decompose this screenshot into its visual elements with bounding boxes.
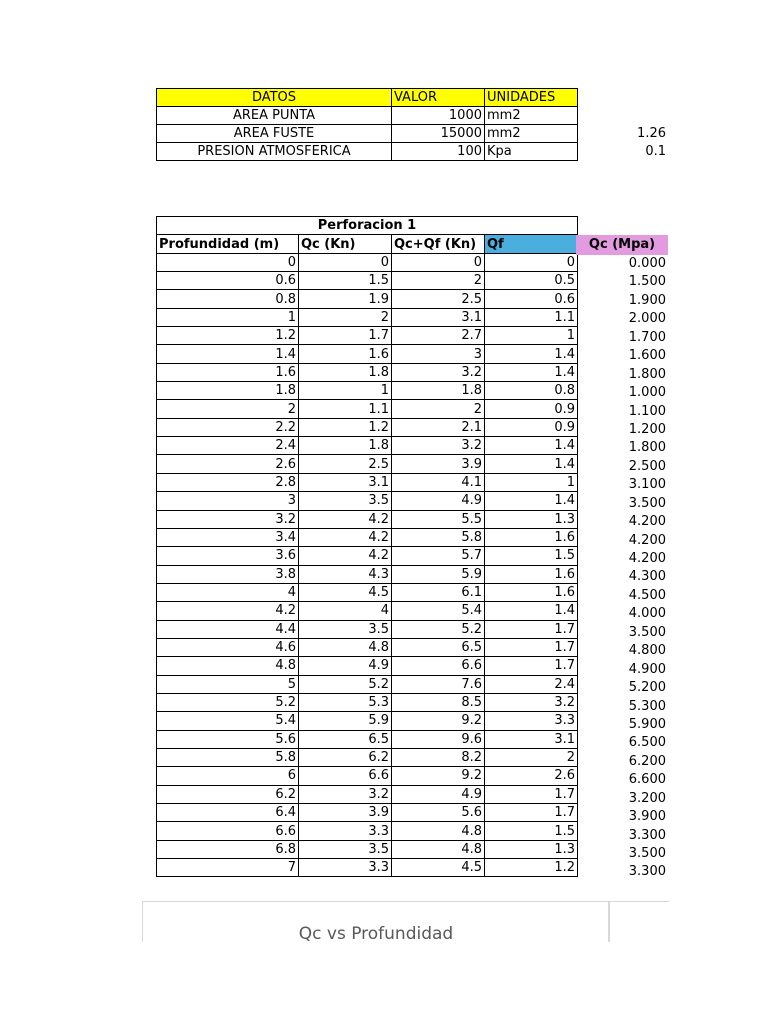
perforacion-row	[157, 675, 578, 693]
side-value-area-fuste[interactable]: 1.26	[637, 126, 666, 141]
perforacion-row	[157, 418, 578, 436]
qc-mpa-cell[interactable]: 3.200	[628, 790, 666, 806]
perforacion-row	[157, 730, 578, 748]
qc-mpa-cell[interactable]: 1.800	[628, 366, 666, 382]
perforacion-row	[157, 290, 578, 308]
qc-mpa-cell[interactable]: 1.100	[628, 403, 666, 419]
qc-mpa-cell[interactable]: 1.800	[628, 440, 666, 456]
profundidad-cell[interactable]: 1	[157, 308, 299, 326]
qc-cell[interactable]: 3.5	[299, 840, 392, 858]
perforacion-row	[157, 620, 578, 638]
qc-cell[interactable]: 5.3	[299, 693, 392, 711]
profundidad-cell[interactable]: 1.8	[157, 382, 299, 400]
qc-cell[interactable]: 1.8	[299, 437, 392, 455]
qc-cell[interactable]: 3.9	[299, 804, 392, 822]
perforacion-row	[157, 272, 578, 290]
qf-cell[interactable]: 1.7	[485, 657, 578, 675]
profundidad-cell[interactable]: 6.4	[157, 804, 299, 822]
profundidad-cell[interactable]: 2.2	[157, 418, 299, 436]
qc-qf-cell[interactable]: 3.2	[392, 363, 485, 381]
profundidad-cell[interactable]: 5.6	[157, 730, 299, 748]
profundidad-cell[interactable]: 0.8	[157, 290, 299, 308]
qc-qf-cell[interactable]: 2.5	[392, 290, 485, 308]
profundidad-cell[interactable]: 6	[157, 767, 299, 785]
profundidad-cell[interactable]: 0.6	[157, 272, 299, 290]
qc-mpa-column	[576, 235, 668, 882]
qc-mpa-cell[interactable]: 4.200	[628, 532, 666, 548]
qf-cell[interactable]: 1.7	[485, 638, 578, 656]
qf-cell[interactable]: 3.2	[485, 693, 578, 711]
side-value-presion[interactable]: 0.1	[645, 144, 666, 159]
qc-qf-cell[interactable]: 6.5	[392, 638, 485, 656]
profundidad-cell[interactable]: 5.2	[157, 693, 299, 711]
qc-cell[interactable]: 1.1	[299, 400, 392, 418]
profundidad-cell[interactable]: 5	[157, 675, 299, 693]
header-valor[interactable]: VALOR	[392, 89, 485, 107]
profundidad-cell[interactable]: 3.2	[157, 510, 299, 528]
datos-row	[157, 143, 578, 161]
qf-cell[interactable]: 1.1	[485, 308, 578, 326]
qc-mpa-cell[interactable]: 3.300	[628, 827, 666, 843]
qc-cell[interactable]: 3.3	[299, 822, 392, 840]
qf-cell[interactable]: 0	[485, 253, 578, 271]
qc-mpa-cell[interactable]: 2.000	[628, 311, 666, 327]
perforacion-row	[157, 822, 578, 840]
profundidad-cell[interactable]: 5.8	[157, 748, 299, 766]
qf-cell[interactable]: 0.9	[485, 400, 578, 418]
qc-cell[interactable]: 1.2	[299, 418, 392, 436]
perforacion-title-row	[157, 217, 578, 235]
perforacion-row	[157, 528, 578, 546]
qc-qf-cell[interactable]: 1.8	[392, 382, 485, 400]
header-unidades[interactable]: UNIDADES	[485, 89, 578, 107]
profundidad-cell[interactable]: 3.4	[157, 528, 299, 546]
datos-value-cell[interactable]: 100	[392, 143, 485, 161]
header-qc-qf[interactable]: Qc+Qf (Kn)	[392, 235, 485, 253]
qc-mpa-cell[interactable]: 5.900	[628, 716, 666, 732]
profundidad-cell[interactable]: 1.2	[157, 327, 299, 345]
qc-cell[interactable]: 4.8	[299, 638, 392, 656]
perforacion-row	[157, 785, 578, 803]
perforacion-row	[157, 638, 578, 656]
qc-qf-cell[interactable]: 4.5	[392, 859, 485, 877]
qc-cell[interactable]: 3.3	[299, 859, 392, 877]
profundidad-cell[interactable]: 2	[157, 400, 299, 418]
qc-mpa-cell[interactable]: 1.000	[628, 385, 666, 401]
datos-unit-cell[interactable]: mm2	[485, 125, 578, 143]
datos-row	[157, 107, 578, 125]
qc-qf-cell[interactable]: 4.8	[392, 822, 485, 840]
qc-qf-cell[interactable]: 4.9	[392, 785, 485, 803]
profundidad-cell[interactable]: 4.4	[157, 620, 299, 638]
perforacion-row	[157, 547, 578, 565]
perforacion-row	[157, 840, 578, 858]
qc-mpa-cell[interactable]: 1.600	[628, 348, 666, 364]
qc-mpa-cell[interactable]: 0.000	[628, 256, 666, 271]
perforacion-row	[157, 602, 578, 620]
header-datos[interactable]: DATOS	[157, 89, 392, 107]
profundidad-cell[interactable]: 2.4	[157, 437, 299, 455]
qf-cell[interactable]: 1.5	[485, 547, 578, 565]
qc-cell[interactable]: 4.9	[299, 657, 392, 675]
qc-mpa-cell[interactable]: 4.200	[628, 551, 666, 566]
perforacion-row	[157, 712, 578, 730]
qf-cell[interactable]: 1.4	[485, 437, 578, 455]
qf-cell[interactable]: 0.5	[485, 272, 578, 290]
qc-cell[interactable]: 3.5	[299, 492, 392, 510]
qf-cell[interactable]: 1.6	[485, 583, 578, 601]
qf-cell[interactable]: 2	[485, 748, 578, 766]
qf-cell[interactable]: 3.3	[485, 712, 578, 730]
profundidad-cell[interactable]: 4.2	[157, 602, 299, 620]
qc-cell[interactable]: 1	[299, 382, 392, 400]
qf-cell[interactable]: 0.9	[485, 418, 578, 436]
perforacion-row	[157, 473, 578, 491]
perforacion-row	[157, 693, 578, 711]
qc-cell[interactable]: 3.2	[299, 785, 392, 803]
perforacion-row	[157, 583, 578, 601]
perforacion-row	[157, 345, 578, 363]
profundidad-cell[interactable]: 6.6	[157, 822, 299, 840]
chart-title: Qc vs Profundidad	[298, 924, 454, 944]
chart-area-adjacent[interactable]	[608, 901, 669, 942]
qc-qf-cell[interactable]: 4.1	[392, 473, 485, 491]
qc-cell[interactable]: 2.5	[299, 455, 392, 473]
qf-cell[interactable]: 1	[485, 327, 578, 345]
qc-cell[interactable]: 4.3	[299, 565, 392, 583]
qc-cell[interactable]: 5.2	[299, 675, 392, 693]
profundidad-cell[interactable]: 2.6	[157, 455, 299, 473]
qf-cell[interactable]: 1.3	[485, 510, 578, 528]
qc-qf-cell[interactable]: 4.9	[392, 492, 485, 510]
qc-mpa-cell[interactable]: 6.500	[628, 735, 666, 751]
qc-qf-cell[interactable]: 9.2	[392, 712, 485, 730]
qc-qf-cell[interactable]: 2	[392, 272, 485, 290]
header-qf[interactable]: Qf	[485, 235, 578, 253]
qc-mpa-cell[interactable]: 3.500	[628, 495, 666, 511]
qf-cell[interactable]: 1.5	[485, 822, 578, 840]
qf-cell[interactable]: 1.7	[485, 804, 578, 822]
qc-qf-cell[interactable]: 5.5	[392, 510, 485, 528]
qf-cell[interactable]: 2.4	[485, 675, 578, 693]
perforacion-table	[156, 216, 578, 877]
qf-cell[interactable]: 1.4	[485, 602, 578, 620]
perforacion-row	[157, 437, 578, 455]
perforacion-row	[157, 859, 578, 877]
qc-mpa-cell[interactable]: 1.200	[628, 421, 666, 437]
datos-row	[157, 125, 578, 143]
qc-cell[interactable]: 1.7	[299, 327, 392, 345]
qc-mpa-cell[interactable]: 6.200	[628, 753, 666, 769]
qf-cell[interactable]: 1.4	[485, 363, 578, 381]
profundidad-cell[interactable]: 6.2	[157, 785, 299, 803]
qc-cell[interactable]: 1.6	[299, 345, 392, 363]
qc-mpa-cell[interactable]: 4.900	[628, 661, 666, 677]
perforacion-title[interactable]: Perforacion 1	[157, 217, 578, 235]
qc-qf-cell[interactable]: 5.6	[392, 804, 485, 822]
qf-cell[interactable]: 0.8	[485, 382, 578, 400]
qc-cell[interactable]: 1.5	[299, 272, 392, 290]
qc-cell[interactable]: 2	[299, 308, 392, 326]
datos-label-cell[interactable]: PRESION ATMOSFERICA	[157, 143, 392, 161]
qf-cell[interactable]: 1.7	[485, 785, 578, 803]
qc-cell[interactable]: 4.2	[299, 528, 392, 546]
perforacion-row	[157, 748, 578, 766]
qc-qf-cell[interactable]: 0	[392, 253, 485, 271]
qc-qf-cell[interactable]: 9.6	[392, 730, 485, 748]
datos-label-cell[interactable]: AREA PUNTA	[157, 107, 392, 125]
profundidad-cell[interactable]: 5.4	[157, 712, 299, 730]
qc-mpa-cell[interactable]: 5.200	[628, 680, 666, 696]
perforacion-row	[157, 657, 578, 675]
qc-qf-cell[interactable]: 5.8	[392, 528, 485, 546]
qc-mpa-cell[interactable]: 1.900	[628, 292, 666, 308]
qc-qf-cell[interactable]: 7.6	[392, 675, 485, 693]
qf-cell[interactable]: 0.6	[485, 290, 578, 308]
qc-qf-cell[interactable]: 3.2	[392, 437, 485, 455]
header-profundidad[interactable]: Profundidad (m)	[157, 235, 299, 253]
qf-cell[interactable]: 1.6	[485, 565, 578, 583]
datos-value-cell[interactable]: 15000	[392, 125, 485, 143]
qf-cell[interactable]: 1.4	[485, 345, 578, 363]
datos-label-cell[interactable]: AREA FUSTE	[157, 125, 392, 143]
profundidad-cell[interactable]: 0	[157, 253, 299, 271]
qc-qf-cell[interactable]: 3.9	[392, 455, 485, 473]
qc-mpa-cell[interactable]: 4.000	[628, 606, 666, 622]
perforacion-row	[157, 565, 578, 583]
qc-cell[interactable]: 4.5	[299, 583, 392, 601]
profundidad-cell[interactable]: 2.8	[157, 473, 299, 491]
profundidad-cell[interactable]: 3	[157, 492, 299, 510]
qc-mpa-cell[interactable]: 4.800	[628, 643, 666, 659]
qc-mpa-cell[interactable]: 4.500	[628, 587, 666, 603]
qc-cell[interactable]: 1.9	[299, 290, 392, 308]
qc-qf-cell[interactable]: 4.8	[392, 840, 485, 858]
qc-cell[interactable]: 6.5	[299, 730, 392, 748]
perforacion-row	[157, 510, 578, 528]
datos-unit-cell[interactable]: mm2	[485, 107, 578, 125]
qc-mpa-cell[interactable]: 3.500	[628, 624, 666, 640]
profundidad-cell[interactable]: 4.8	[157, 657, 299, 675]
perforacion-header-row	[157, 235, 578, 253]
header-qc[interactable]: Qc (Kn)	[299, 235, 392, 253]
perforacion-row	[157, 382, 578, 400]
perforacion-row	[157, 400, 578, 418]
perforacion-row	[157, 363, 578, 381]
profundidad-cell[interactable]: 1.4	[157, 345, 299, 363]
qc-cell[interactable]: 4	[299, 602, 392, 620]
qc-mpa-cell[interactable]: 6.600	[628, 772, 666, 788]
qc-qf-cell[interactable]: 3	[392, 345, 485, 363]
qc-qf-cell[interactable]: 6.1	[392, 583, 485, 601]
qc-mpa-cell[interactable]: 3.500	[628, 846, 666, 861]
datos-value-cell[interactable]: 1000	[392, 107, 485, 125]
qc-qf-cell[interactable]: 2.1	[392, 418, 485, 436]
qc-mpa-cell[interactable]: 1.700	[628, 329, 666, 345]
qc-qf-cell[interactable]: 2	[392, 400, 485, 418]
qc-qf-cell[interactable]: 6.6	[392, 657, 485, 675]
qc-cell[interactable]: 3.1	[299, 473, 392, 491]
perforacion-row	[157, 455, 578, 473]
qf-cell[interactable]: 1.4	[485, 492, 578, 510]
qc-mpa-cell[interactable]: 3.900	[628, 809, 666, 825]
qc-mpa-cell[interactable]: 2.500	[628, 458, 666, 474]
profundidad-cell[interactable]: 1.6	[157, 363, 299, 381]
qf-cell[interactable]: 2.6	[485, 767, 578, 785]
perforacion-row	[157, 767, 578, 785]
qf-cell[interactable]: 1.4	[485, 455, 578, 473]
qc-qf-cell[interactable]: 2.7	[392, 327, 485, 345]
qc-mpa-cell[interactable]: 4.200	[628, 514, 666, 530]
qc-qf-cell[interactable]: 5.4	[392, 602, 485, 620]
qf-cell[interactable]: 1.3	[485, 840, 578, 858]
qc-qf-cell[interactable]: 3.1	[392, 308, 485, 326]
qc-qf-cell[interactable]: 5.9	[392, 565, 485, 583]
qc-cell[interactable]: 1.8	[299, 363, 392, 381]
profundidad-cell[interactable]: 4.6	[157, 638, 299, 656]
qc-qf-cell[interactable]: 8.5	[392, 693, 485, 711]
qf-cell[interactable]: 3.1	[485, 730, 578, 748]
qc-cell[interactable]: 0	[299, 253, 392, 271]
qc-qf-cell[interactable]: 9.2	[392, 767, 485, 785]
qf-cell[interactable]: 1.6	[485, 528, 578, 546]
qc-cell[interactable]: 4.2	[299, 510, 392, 528]
perforacion-row	[157, 308, 578, 326]
profundidad-cell[interactable]: 3.6	[157, 547, 299, 565]
profundidad-cell[interactable]: 3.8	[157, 565, 299, 583]
qc-mpa-cell[interactable]: 3.300	[628, 864, 666, 880]
qc-qf-cell[interactable]: 5.7	[392, 547, 485, 565]
qf-cell[interactable]: 1.2	[485, 859, 578, 877]
qc-cell[interactable]: 3.5	[299, 620, 392, 638]
perforacion-row	[157, 492, 578, 510]
qc-cell[interactable]: 6.2	[299, 748, 392, 766]
qf-cell[interactable]: 1.7	[485, 620, 578, 638]
qc-mpa-cell[interactable]: 4.300	[628, 569, 666, 585]
profundidad-cell[interactable]: 4	[157, 583, 299, 601]
qc-mpa-cell[interactable]: 5.300	[628, 698, 666, 714]
perforacion-row	[157, 327, 578, 345]
perforacion-row	[157, 804, 578, 822]
qc-qf-cell[interactable]: 5.2	[392, 620, 485, 638]
qc-cell[interactable]: 5.9	[299, 712, 392, 730]
perforacion-row	[157, 253, 578, 271]
datos-table	[156, 88, 578, 161]
qc-qf-cell[interactable]: 8.2	[392, 748, 485, 766]
profundidad-cell[interactable]: 7	[157, 859, 299, 877]
datos-unit-cell[interactable]: Kpa	[485, 143, 578, 161]
header-qc-mpa[interactable]: Qc (Mpa)	[576, 235, 668, 255]
chart-area[interactable]	[142, 901, 610, 942]
qc-mpa-cell[interactable]: 3.100	[628, 477, 666, 493]
qc-cell[interactable]: 6.6	[299, 767, 392, 785]
qc-mpa-cell[interactable]: 1.500	[628, 274, 666, 290]
qf-cell[interactable]: 1	[485, 473, 578, 491]
qc-cell[interactable]: 4.2	[299, 547, 392, 565]
profundidad-cell[interactable]: 6.8	[157, 840, 299, 858]
datos-header-row	[157, 89, 578, 107]
